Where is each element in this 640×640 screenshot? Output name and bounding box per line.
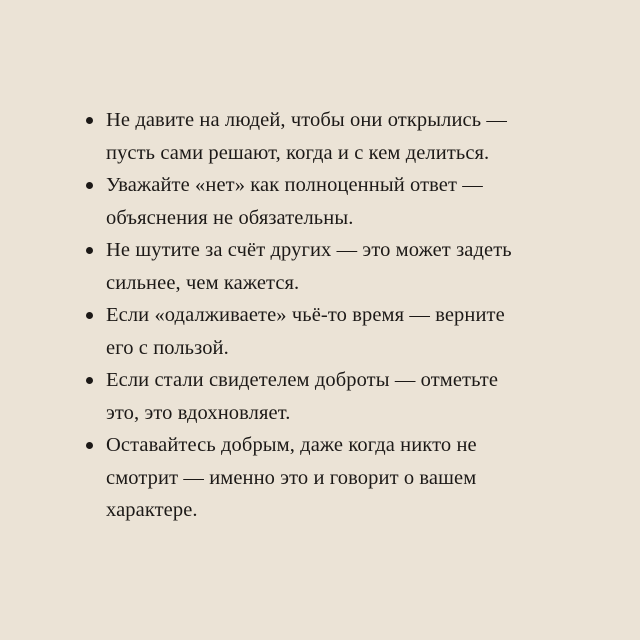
bullet-dot-icon bbox=[86, 442, 93, 449]
tips-list bbox=[84, 104, 564, 527]
tip-line: его с пользой. bbox=[106, 336, 229, 359]
bullet-dot-icon bbox=[86, 117, 93, 124]
tip-line: Не давите на людей, чтобы они открылись — bbox=[106, 109, 508, 131]
tip-line: Не шутите за счёт других — это может задеть bbox=[106, 239, 512, 261]
tip-line: это, это вдохновляет. bbox=[106, 401, 291, 424]
tip-line: сильнее, чем кажется. bbox=[106, 271, 300, 294]
tip-line: Если стали свидетелем доброты — отметьте bbox=[106, 369, 499, 391]
bullet-dot-icon bbox=[86, 182, 93, 189]
tip-item bbox=[84, 364, 564, 429]
tip-item bbox=[84, 429, 564, 527]
tip-line: Если «одалживаете» чьё-то время — верните bbox=[106, 304, 505, 326]
tip-item bbox=[84, 234, 564, 299]
tip-line: пусть сами решают, когда и с кем делиться. bbox=[106, 141, 490, 164]
tip-line: характере. bbox=[106, 499, 198, 521]
bullet-dot-icon bbox=[86, 377, 93, 384]
tip-item bbox=[84, 169, 564, 234]
bullet-dot-icon bbox=[86, 312, 93, 319]
tip-line: смотрит — именно это и говорит о вашем bbox=[106, 466, 477, 489]
bullet-dot-icon bbox=[86, 247, 93, 254]
tip-line: Оставайтесь добрым, даже когда никто не bbox=[106, 434, 477, 456]
tip-line: объяснения не обязательны. bbox=[106, 206, 354, 229]
tip-item bbox=[84, 104, 564, 169]
tip-line: Уважайте «нет» как полноценный ответ — bbox=[106, 174, 483, 196]
tip-item bbox=[84, 299, 564, 364]
